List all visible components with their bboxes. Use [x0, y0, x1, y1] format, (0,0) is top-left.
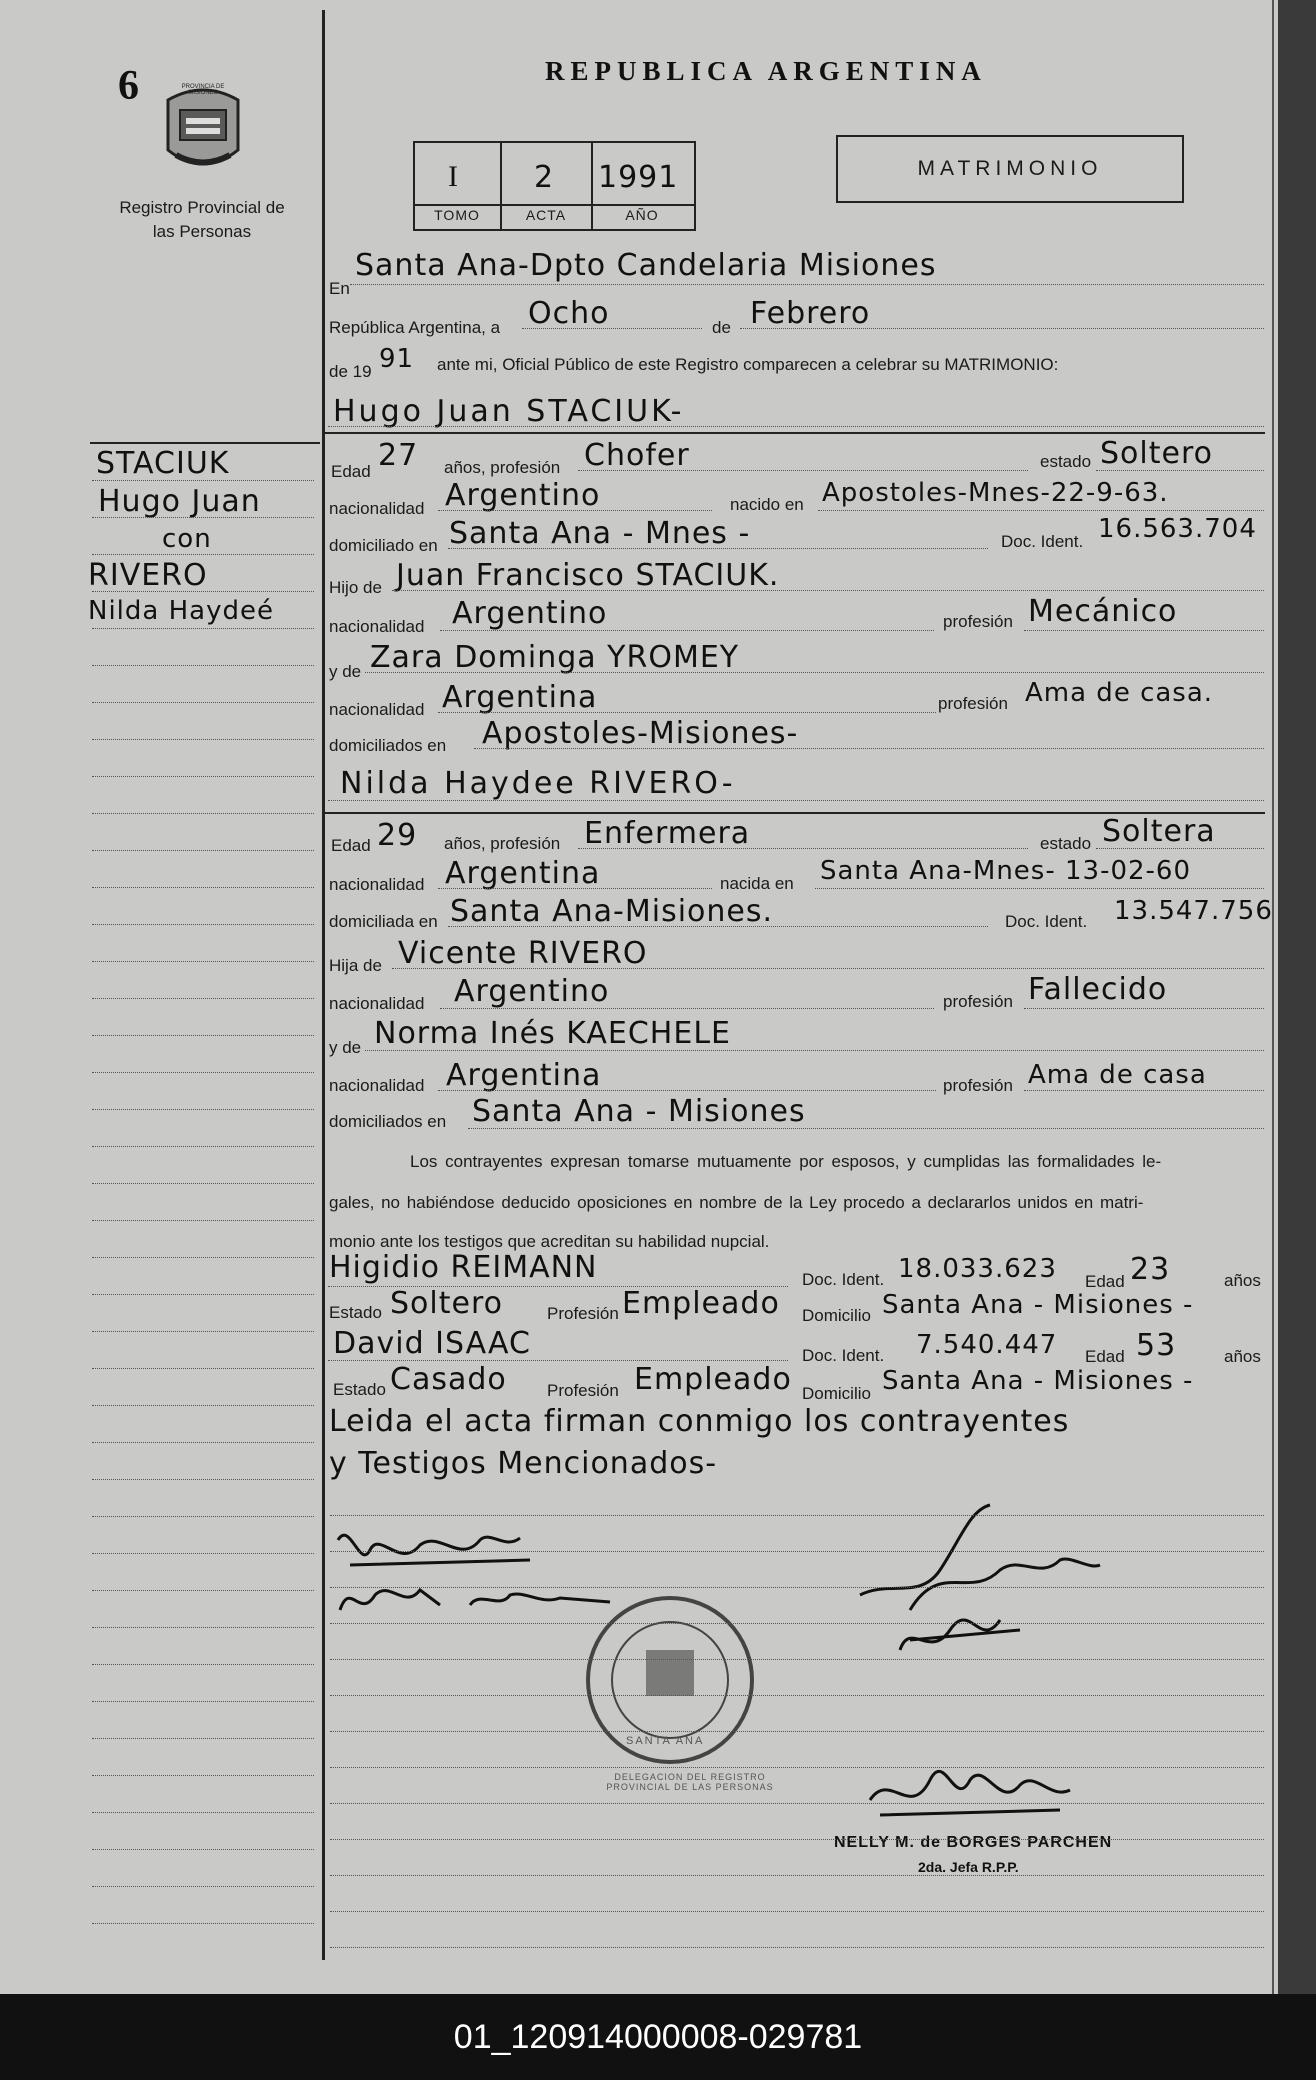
bride-profesion-label: años, profesión	[444, 834, 561, 853]
bride-father-prof: Fallecido	[1028, 972, 1168, 1007]
witness2-dom: Santa Ana - Misiones -	[882, 1366, 1194, 1396]
groom-domicilio-label: domiciliado en	[329, 536, 438, 555]
margin-con: con	[162, 524, 212, 554]
bride-yde-label: y de	[329, 1038, 362, 1057]
ruled-line	[330, 1551, 1264, 1552]
marriage-month: Febrero	[750, 296, 871, 331]
witness2-name: David ISAAC	[333, 1326, 531, 1361]
ruled-line	[330, 1695, 1264, 1696]
witness1-dom-label: Domicilio	[802, 1306, 871, 1325]
bride-nacida-label: nacida en	[720, 874, 794, 893]
groom-mother: Zara Dominga YROMEY	[370, 640, 740, 675]
groom-estado-label: estado	[1040, 452, 1092, 471]
margin-bride-given: Nilda Haydeé	[88, 596, 274, 626]
witness1-doc: 18.033.623	[898, 1254, 1057, 1284]
margin-ruled-line	[92, 850, 314, 851]
groom-mother-nat: Argentina	[442, 680, 598, 715]
bride-parents-dom-label: domiciliados en	[329, 1112, 447, 1131]
page-number: 6	[118, 63, 139, 109]
witness1-prof-label: Profesión	[547, 1304, 619, 1323]
bride-father-nat-label: nacionalidad	[329, 994, 425, 1013]
declaration-text: ante mi, Oficial Público de este Registro comparecen a celebrar su MATRIMONIO:	[437, 355, 1059, 374]
bride-edad-label: Edad	[331, 836, 371, 855]
acta-value: 2	[534, 160, 555, 195]
country-title: REPUBLICA ARGENTINA	[545, 56, 987, 86]
margin-ruled-line	[92, 813, 314, 814]
bride-mother-prof: Ama de casa	[1028, 1060, 1207, 1090]
groom-edad-label: Edad	[331, 462, 371, 481]
margin-ruled-line	[92, 1664, 314, 1665]
officer-title: 2da. Jefa R.P.P.	[918, 1859, 1019, 1875]
margin-ruled-line	[92, 1627, 314, 1628]
marriage-place: Santa Ana-Dpto Candelaria Misiones	[355, 248, 937, 283]
de-label: de	[712, 318, 731, 337]
bride-doc-label: Doc. Ident.	[1005, 912, 1088, 931]
margin-ruled-line	[92, 739, 314, 740]
groom-profesion-label: años, profesión	[444, 458, 561, 477]
statement-line-2: gales, no habiéndose deducido oposiciones en nombre de la Ley procedo a declararlos unidos en matri-	[329, 1193, 1144, 1212]
marriage-day: Ocho	[528, 296, 610, 331]
tomo-label: TOMO	[434, 207, 480, 223]
bride-profession: Enfermera	[584, 816, 751, 851]
margin-bride-surname: RIVERO	[88, 558, 208, 593]
closing-line-1: Leida el acta firman conmigo los contrayentes	[329, 1404, 1070, 1439]
margin-ruled-line	[92, 1368, 314, 1369]
margin-ruled-line	[92, 924, 314, 925]
groom-mother-nat-label: nacionalidad	[329, 700, 425, 719]
witness1-prof: Empleado	[622, 1286, 780, 1321]
witness1-doc-label: Doc. Ident.	[802, 1270, 885, 1289]
anio-value: 1991	[598, 160, 679, 195]
stamp-place: SANTA ANA	[626, 1735, 705, 1747]
margin-ruled-line	[92, 665, 314, 666]
witness2-age: 53	[1136, 1328, 1177, 1363]
groom-profession: Chofer	[584, 438, 690, 473]
groom-nacido-label: nacido en	[730, 495, 804, 514]
margin-ruled-line	[92, 480, 314, 481]
bride-mother-nat-label: nacionalidad	[329, 1076, 425, 1095]
bride-estado: Soltera	[1102, 814, 1216, 849]
bride-mother-nat: Argentina	[446, 1058, 602, 1093]
bride-nacionalidad-label: nacionalidad	[329, 875, 425, 894]
margin-ruled-line	[92, 998, 314, 999]
registry-label: Registro Provincial de las Personas	[119, 198, 285, 241]
right-margin-line	[1272, 0, 1274, 1994]
groom-domicile: Santa Ana - Mnes -	[449, 516, 751, 551]
witness2-doc: 7.540.447	[916, 1330, 1058, 1360]
margin-surname: STACIUK	[96, 446, 230, 481]
record-type-box	[836, 135, 1184, 203]
margin-ruled-line	[92, 1701, 314, 1702]
witness2-estado: Casado	[390, 1362, 507, 1397]
margin-ruled-line	[92, 1738, 314, 1739]
bride-doc: 13.547.756	[1114, 896, 1273, 926]
groom-name: Hugo Juan STACIUK-	[333, 394, 685, 429]
groom-father-prof-label: profesión	[943, 612, 1013, 631]
ruled-line	[330, 1803, 1264, 1804]
bride-mother: Norma Inés KAECHELE	[374, 1016, 731, 1051]
ruled-line	[330, 1911, 1264, 1912]
de19-label: de 19	[329, 362, 372, 381]
margin-ruled-line	[92, 628, 314, 629]
groom-hijo-label: Hijo de	[329, 578, 382, 597]
groom-father-nat-label: nacionalidad	[329, 617, 425, 636]
margin-line	[322, 10, 325, 1960]
groom-father-nat: Argentino	[452, 596, 608, 631]
margin-ruled-line	[92, 1553, 314, 1554]
stamp-text: DELEGACION DEL REGISTRO PROVINCIAL DE LAS PERSONAS	[606, 1772, 774, 1792]
margin-ruled-line	[92, 554, 314, 555]
witness2-doc-label: Doc. Ident.	[802, 1346, 885, 1365]
marriage-year: 91	[379, 344, 415, 374]
bride-domicile: Santa Ana-Misiones.	[450, 894, 774, 929]
groom-parents-dom-label: domiciliados en	[329, 736, 447, 755]
file-id: 01_120914000008-029781	[453, 2017, 863, 2056]
margin-ruled-line	[92, 1479, 314, 1480]
margin-ruled-line	[92, 517, 314, 518]
margin-given-names: Hugo Juan	[98, 484, 261, 519]
groom-mother-prof-label: profesión	[938, 694, 1008, 713]
tomo-value: I	[448, 160, 459, 193]
margin-ruled-line	[92, 1035, 314, 1036]
bride-mother-prof-label: profesión	[943, 1076, 1013, 1095]
file-id-bar	[0, 1994, 1316, 2080]
margin-ruled-line	[92, 591, 314, 592]
bride-father: Vicente RIVERO	[398, 936, 648, 971]
bride-nationality: Argentina	[445, 856, 601, 891]
statement-line-1: Los contrayentes expresan tomarse mutuamente por esposos, y cumplidas las formalidades le-	[410, 1152, 1162, 1171]
ruled-line	[330, 1839, 1264, 1840]
groom-father: Juan Francisco STACIUK.	[396, 558, 780, 593]
statement-line-3: monio ante los testigos que acreditan su habilidad nupcial.	[329, 1232, 770, 1251]
bride-birth: Santa Ana-Mnes- 13-02-60	[820, 856, 1192, 886]
ruled-line	[330, 1947, 1264, 1948]
groom-age: 27	[378, 438, 419, 473]
closing-line-2: y Testigos Mencionados-	[329, 1446, 718, 1481]
witnesses-signature	[850, 1500, 1110, 1670]
groom-father-prof: Mecánico	[1028, 594, 1178, 629]
margin-ruled-line	[92, 1775, 314, 1776]
margin-ruled-line	[92, 1442, 314, 1443]
margin-ruled-line	[92, 1294, 314, 1295]
groom-mother-prof: Ama de casa.	[1025, 678, 1214, 708]
bride-father-nat: Argentino	[454, 974, 610, 1009]
bride-domicilio-label: domiciliada en	[329, 912, 438, 931]
ruled-line	[330, 1659, 1264, 1660]
witness1-edad-label: Edad	[1085, 1272, 1125, 1291]
officer-name: NELLY M. de BORGES PARCHEN	[834, 1834, 1113, 1851]
margin-ruled-line	[92, 1516, 314, 1517]
witness2-dom-label: Domicilio	[802, 1384, 871, 1403]
witness1-age: 23	[1130, 1252, 1171, 1287]
witness1-estado: Soltero	[390, 1286, 503, 1321]
groom-yde-label: y de	[329, 662, 362, 681]
groom-nationality: Argentino	[445, 478, 601, 513]
margin-ruled-line	[92, 961, 314, 962]
witness1-estado-label: Estado	[329, 1303, 382, 1322]
officer-signature	[860, 1740, 1080, 1840]
en-label: En	[329, 279, 350, 298]
bride-hija-label: Hija de	[329, 956, 382, 975]
margin-ruled-line	[92, 1849, 314, 1850]
margin-ruled-line	[92, 1146, 314, 1147]
groom-doc-label: Doc. Ident.	[1001, 532, 1084, 551]
binding-edge	[1278, 0, 1316, 1994]
bride-age: 29	[377, 818, 418, 853]
groom-nacionalidad-label: nacionalidad	[329, 499, 425, 518]
witness1-anios-label: años	[1224, 1271, 1261, 1290]
margin-ruled-line	[92, 887, 314, 888]
groom-birth: Apostoles-Mnes-22-9-63.	[822, 478, 1169, 508]
witness2-edad-label: Edad	[1085, 1347, 1125, 1366]
margin-ruled-line	[92, 1923, 314, 1924]
record-type: MATRIMONIO	[917, 157, 1103, 180]
groom-estado: Soltero	[1100, 436, 1213, 471]
bride-parents-dom: Santa Ana - Misiones	[472, 1094, 806, 1129]
margin-ruled-line	[92, 1405, 314, 1406]
groom-doc: 16.563.704	[1098, 514, 1257, 544]
ruled-line	[330, 1731, 1264, 1732]
bride-name: Nilda Haydee RIVERO-	[340, 766, 736, 801]
margin-ruled-line	[92, 1183, 314, 1184]
ruled-line	[330, 1623, 1264, 1624]
ruled-line	[330, 1515, 1264, 1516]
anio-label: AÑO	[625, 207, 659, 223]
margin-ruled-line	[92, 1812, 314, 1813]
bride-estado-label: estado	[1040, 834, 1092, 853]
margin-ruled-line	[92, 1109, 314, 1110]
acta-label: ACTA	[525, 207, 567, 223]
margin-ruled-line	[92, 702, 314, 703]
republica-label: República Argentina, a	[329, 318, 501, 337]
margin-ruled-line	[92, 776, 314, 777]
witness2-prof: Empleado	[634, 1362, 792, 1397]
witness1-dom: Santa Ana - Misiones -	[882, 1290, 1194, 1320]
ruled-line	[330, 1587, 1264, 1588]
margin-ruled-line	[92, 1331, 314, 1332]
margin-ruled-line	[92, 1072, 314, 1073]
witness2-prof-label: Profesión	[547, 1381, 619, 1400]
margin-ruled-line	[92, 1220, 314, 1221]
witness2-estado-label: Estado	[333, 1380, 386, 1399]
bride-father-prof-label: profesión	[943, 992, 1013, 1011]
witness2-anios-label: años	[1224, 1347, 1261, 1366]
witness1-name: Higidio REIMANN	[329, 1250, 598, 1285]
margin-ruled-line	[92, 1257, 314, 1258]
crest-text: PROVINCIA DE MISIONES	[181, 84, 225, 96]
groom-parents-dom: Apostoles-Misiones-	[482, 716, 799, 751]
margin-ruled-line	[92, 1886, 314, 1887]
ruled-line	[330, 1767, 1264, 1768]
margin-ruled-line	[92, 1590, 314, 1591]
ruled-line	[330, 1875, 1264, 1876]
